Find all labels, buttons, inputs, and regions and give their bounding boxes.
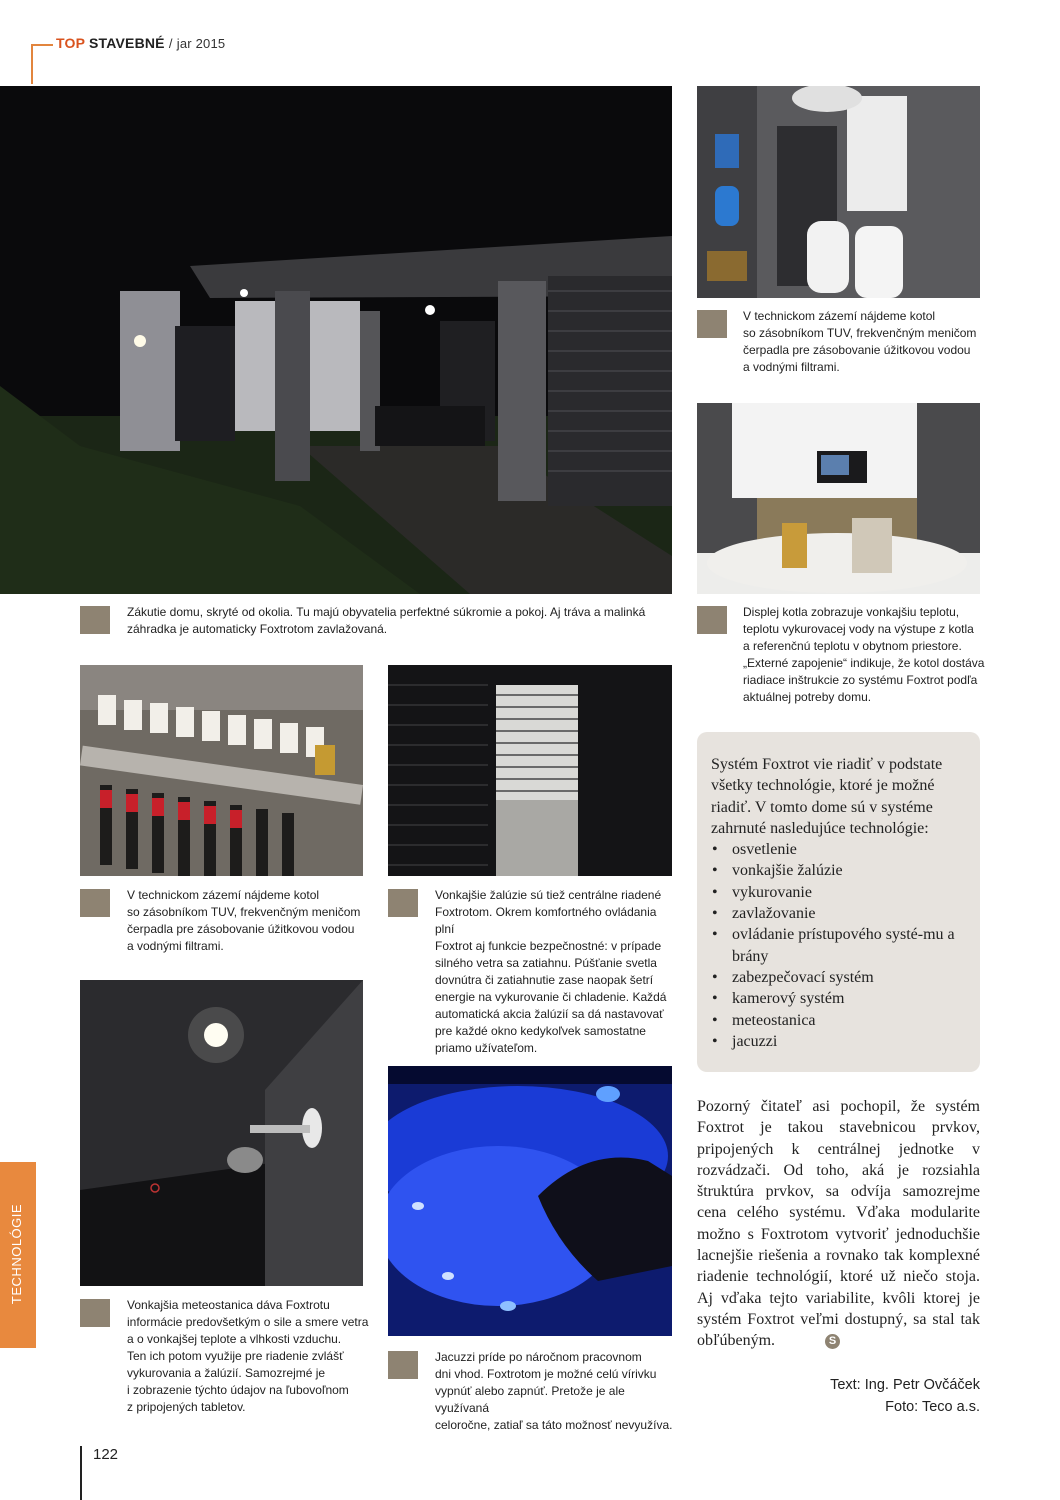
caption-marker (697, 606, 727, 634)
caption-line: i zobrazenie týchto údajov na ľubovoľnom (127, 1383, 349, 1397)
list-item: • zabezpečovací systém (711, 967, 973, 988)
caption-line: dni vhod. Foxtrotom je možné celú vírivku (435, 1367, 657, 1381)
caption-marker (80, 606, 110, 634)
caption-line: V technickom zázemí nájdeme kotol (743, 309, 936, 323)
caption-line: automatická akcia žalúzií sa dá nastavovať (435, 1007, 664, 1021)
caption-line: celoročne, zatiaľ sa táto možnosť nevyužíva. (435, 1418, 673, 1432)
caption-line: a o vonkajšej teplote a vlhkosti vzduchu. (127, 1332, 342, 1346)
magazine-header (56, 35, 225, 51)
caption-line: „Externé zapojenie“ indikuje, že kotol dostáva (743, 656, 985, 670)
caption-line: z pripojených tabletov. (127, 1400, 246, 1414)
issue-label: jar 2015 (176, 36, 226, 51)
list-item: • kamerový systém (711, 988, 973, 1009)
credit-text: Text: Ing. Petr Ovčáček (830, 1377, 980, 1393)
jacuzzi-photo (388, 1066, 672, 1336)
caption-line: Jacuzzi príde po náročnom pracovnom (435, 1350, 642, 1364)
caption-tech-room-left (127, 887, 367, 955)
brand-top: TOP (56, 35, 85, 51)
technologies-list (711, 839, 973, 1052)
caption-line: energie na vykurovanie či chladenie. Každá (435, 990, 667, 1004)
end-mark-icon: S (825, 1334, 840, 1349)
caption-line: Vonkajšie žalúzie sú tiež centrálne riadené (435, 888, 662, 902)
caption-line: silného vetra sa zatiahnu. Púšťanie svetla (435, 956, 657, 970)
page-number: 122 (93, 1446, 119, 1463)
blinds-photo (388, 665, 672, 876)
caption-weather-station (127, 1297, 372, 1416)
caption-line: so zásobníkom TUV, frekvenčným meničom (127, 905, 361, 919)
caption-blinds (435, 887, 675, 1057)
caption-marker (388, 889, 418, 917)
caption-tech-room-top (743, 308, 983, 376)
caption-line: a vodnými filtrami. (127, 939, 224, 953)
caption-marker (388, 1351, 418, 1379)
page-number-rule (80, 1446, 82, 1500)
caption-line: teplotu vykurovacej vody na výstupe z kotla (743, 622, 974, 636)
header-rule (31, 44, 53, 46)
caption-line: čerpadla pre zásobovanie úžitkovou vodou (127, 922, 355, 936)
credit-photo: Foto: Teco a.s. (885, 1399, 980, 1415)
manifold-photo (80, 665, 363, 876)
caption-line: a vodnými filtrami. (743, 360, 840, 374)
caption-boiler-display (743, 604, 988, 706)
caption-line: Ten ich potom využije pre riadenie zvlášť (127, 1349, 344, 1363)
article-paragraph: Pozorný čitateľ asi pochopil, že systém Foxtrot je takou stavebnicou prvkov, pripojených k centrálnej jednotke v rozvádzači. Od toho, aká je rozsiahla štruktúra prvkov, sa odvíja samozrejme cena celého systému. Vďaka modularite možno s Foxtrotom vytvoriť jednoduchšie lacnejšie riešenia a rovnako tak komplexné riadenie technológií, ktoré už niečo stoja. Aj vďaka tejto variabilite, kvôli ktorej je systém Foxtrot veľmi dostupný, sa stal tak obľúbeným. (697, 1098, 980, 1350)
caption-line: priamo užívateľom. (435, 1041, 538, 1055)
caption-marker (697, 310, 727, 338)
section-tab-label: TECHNOLÓGIE (9, 1203, 24, 1305)
boiler-display-photo (697, 403, 980, 594)
caption-line: vypnúť alebo zapnúť. Pretože je ale využívaná (435, 1384, 625, 1415)
list-item: • vykurovanie (711, 882, 973, 903)
caption-line: dovnútra či zatiahnutie zase naopak šetrí (435, 973, 654, 987)
caption-line: vykurovania a žalúzií. Samozrejmé je (127, 1366, 326, 1380)
brand-main: STAVEBNÉ (88, 35, 165, 51)
caption-line: pre každé okno kedykoľvek samostatne (435, 1024, 646, 1038)
box-intro: Systém Foxtrot vie riadiť v podstate všetky technológie, ktoré je možné riadiť. V tomto dome sú v systéme zahrnuté nasledujúce technológie: (711, 756, 943, 837)
caption-line: so zásobníkom TUV, frekvenčným meničom (743, 326, 977, 340)
caption-line: Foxtrotom. Okrem komfortného ovládania plní (435, 905, 657, 936)
list-item: • osvetlenie (711, 839, 973, 860)
tech-room-photo (697, 86, 980, 298)
caption-line: a referenčnú teplotu v obytnom priestore. (743, 639, 962, 653)
caption-line: informácie predovšetkým o sile a smere vetra (127, 1315, 369, 1329)
terrace-night-photo (0, 86, 672, 594)
header-rule-vertical (31, 44, 33, 84)
caption-line: riadiace inštrukcie zo systému Foxtrot podľa (743, 673, 978, 687)
list-item: • ovládanie prístupového systé-mu a brány (711, 924, 973, 967)
list-item: • meteostanica (711, 1010, 973, 1031)
caption-terrace: Zákutie domu, skryté od okolia. Tu majú obyvatelia perfektné súkromie a pokoj. Aj tráva a malinká záhradka je automaticky Foxtrotom zavlažovaná. (127, 605, 646, 636)
caption-marker (80, 889, 110, 917)
caption-line: V technickom zázemí nájdeme kotol (127, 888, 320, 902)
list-item: • zavlažovanie (711, 903, 973, 924)
header-separator: / (168, 36, 173, 51)
caption-line: aktuálnej potreby domu. (743, 690, 872, 704)
list-item: • jacuzzi (711, 1031, 973, 1052)
article-body (697, 1096, 980, 1352)
caption-marker (80, 1299, 110, 1327)
list-item: • vonkajšie žalúzie (711, 860, 973, 881)
caption-jacuzzi (435, 1349, 680, 1434)
caption-line: čerpadla pre zásobovanie úžitkovou vodou (743, 343, 971, 357)
technologies-box-text (711, 754, 973, 1052)
caption-line: Displej kotla zobrazuje vonkajšiu teplotu, (743, 605, 960, 619)
caption-line: Vonkajšia meteostanica dáva Foxtrotu (127, 1298, 330, 1312)
weather-station-photo (80, 980, 363, 1286)
caption-line: Foxtrot aj funkcie bezpečnostné: v prípade (435, 939, 662, 953)
credits (780, 1374, 980, 1418)
